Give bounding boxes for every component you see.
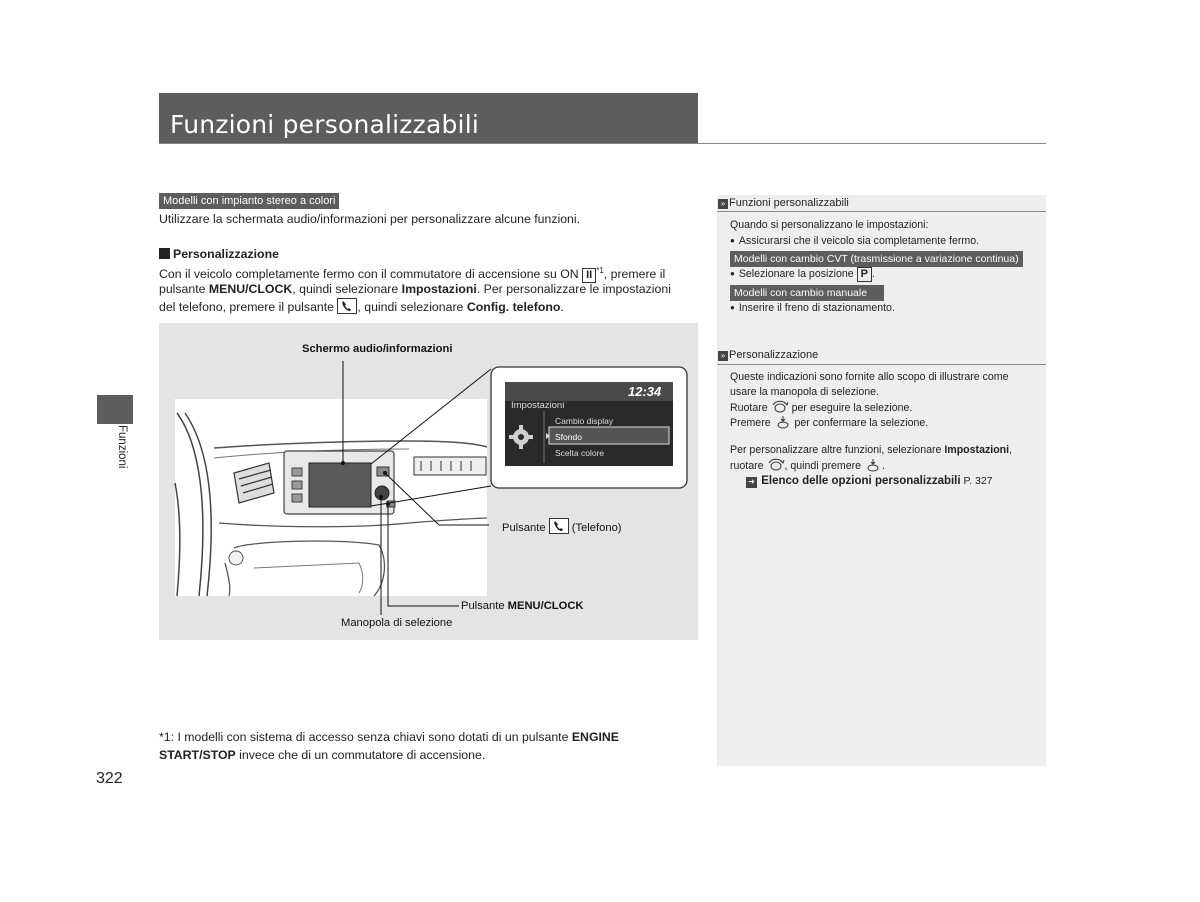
inset-menu-title: Impostazioni: [511, 400, 565, 411]
label-screen: Schermo audio/informazioni: [302, 343, 453, 355]
sidebar-heading-2: » Personalizzazione: [718, 349, 818, 361]
sidebar-text: ruotare , quindi premere .: [730, 458, 885, 477]
audio-info-screen: [309, 463, 371, 507]
paragraph-line-1: Con il veicolo completamente fermo con il commutatore di accensione su ON II $^{*1}$, premere il: [159, 266, 666, 282]
inset-clock: 12:34: [628, 384, 662, 399]
sidebar-bullet: ● Assicurarsi che il veicolo sia completamente fermo.: [730, 233, 979, 249]
inset-menu-item: Scelta colore: [555, 448, 605, 458]
sidebar-text: Premere per confermare la selezione.: [730, 415, 928, 434]
label-selector-knob: Manopola di selezione: [341, 617, 453, 629]
title-rule: [159, 143, 1046, 144]
sidebar-text: Queste indicazioni sono fornite allo scopo di illustrare come: [730, 371, 1009, 383]
press-knob-icon: [774, 415, 792, 434]
model-tag-cvt: Modelli con cambio CVT (trasmissione a variazione continua): [730, 251, 1023, 267]
inset-menu-item: Cambio display: [555, 416, 614, 426]
paragraph-line-2: pulsante MENU/CLOCK, quindi selezionare Impostazioni. Per personalizzare le impostazioni: [159, 282, 671, 296]
footnote-line-2: START/STOP invece che di un commutatore di accensione.: [159, 748, 486, 762]
intro-text: Utilizzare la schermata audio/informazioni per personalizzare alcune funzioni.: [159, 212, 581, 226]
paragraph-line-3: del telefono, premere il pulsante , quindi selezionare Config. telefono.: [159, 298, 564, 319]
model-tag-manual: Modelli con cambio manuale: [730, 285, 884, 301]
model-tag: Modelli con impianto stereo a colori: [159, 193, 339, 209]
chapter-label: Funzioni: [116, 425, 128, 469]
sidebar-heading-1: » Funzioni personalizzabili: [718, 197, 849, 209]
park-key: P: [857, 267, 872, 282]
phone-button-icon: [549, 518, 569, 537]
sidebar-bullet: ● Selezionare la posizione P .: [730, 266, 875, 282]
reference-arrow-icon: »: [718, 351, 728, 361]
label-phone-button: Pulsante (Telefono): [502, 518, 622, 537]
footnote-line-1: *1: I modelli con sistema di accesso senza chiavi sono dotati di un pulsante ENGINE: [159, 730, 620, 744]
inset-menu-item: Sfondo: [555, 432, 582, 442]
ignition-on-key: II: [582, 268, 596, 283]
sidebar-bullet: ● Inserire il freno di stazionamento.: [730, 300, 895, 316]
reference-arrow-icon: »: [718, 199, 728, 209]
page-number: 322: [96, 770, 123, 787]
square-bullet-icon: [159, 248, 170, 259]
sidebar-text: Quando si personalizzano le impostazioni:: [730, 219, 929, 231]
section-heading: Personalizzazione: [159, 245, 279, 263]
label-menu-clock: Pulsante MENU/CLOCK: [461, 600, 584, 612]
page-title: Funzioni personalizzabili: [170, 110, 479, 139]
phone-button-icon: [337, 298, 357, 319]
sidebar-text: Per personalizzare altre funzioni, selezionare Impostazioni,: [730, 444, 1013, 456]
dashboard-illustration: [159, 323, 698, 640]
footnote-mark: *1: [596, 266, 604, 275]
sidebar-text: usare la manopola di selezione.: [730, 386, 879, 398]
center-vent-grille: [414, 457, 486, 475]
sidebar-text: Ruotare per eseguire la selezione.: [730, 400, 912, 419]
cross-reference-link[interactable]: ➜ Elenco delle opzioni personalizzabili P. 327: [746, 474, 993, 489]
link-arrow-icon: ➜: [746, 477, 757, 488]
chapter-tab: [97, 395, 133, 424]
